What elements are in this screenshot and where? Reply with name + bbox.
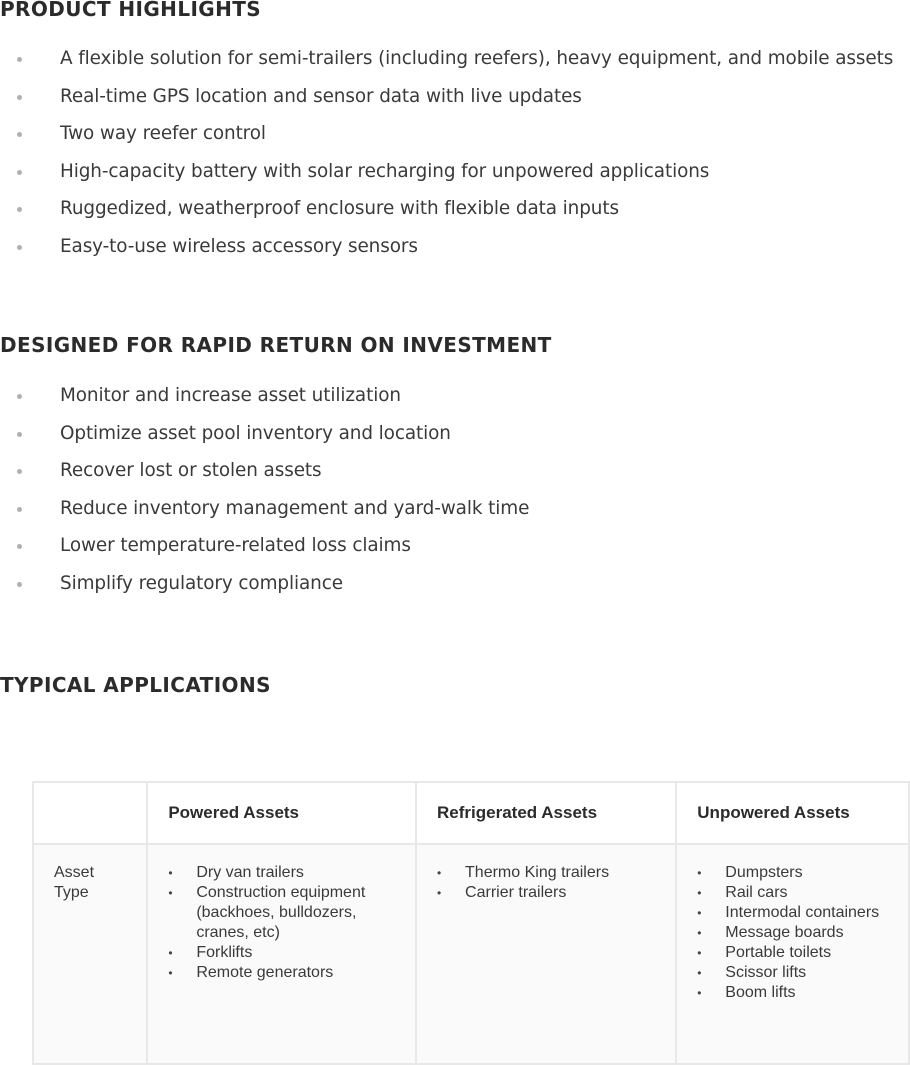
list-item — [0, 233, 910, 271]
rapid-roi-list — [0, 382, 910, 608]
row-label: Asset Type — [54, 864, 95, 901]
list-item-text: Simplify regulatory compliance — [60, 572, 343, 594]
section-heading-typical-applications: TYPICAL APPLICATIONS — [0, 673, 271, 697]
list-item — [0, 495, 910, 533]
bullet-dot-icon — [17, 245, 22, 250]
list-item-text: A flexible solution for semi-trailers (including reefers), heavy equipment, and mobile assets — [60, 48, 894, 69]
bullet-dot-icon — [17, 507, 22, 512]
list-item: • Boom lifts — [697, 983, 908, 1003]
list-item — [0, 195, 910, 233]
list-item — [0, 420, 910, 458]
bullet-dot-icon — [17, 544, 22, 549]
list-item-text: Easy-to-use wireless accessory sensors — [60, 235, 418, 257]
bullet-dot-icon — [17, 57, 22, 62]
table-header-row — [33, 782, 909, 844]
list-item-text: Monitor and increase asset utilization — [60, 385, 401, 406]
list-item-text: Lower temperature-related loss claims — [60, 535, 411, 557]
table-header-empty — [33, 782, 147, 844]
refrigerated-assets-cell — [416, 844, 676, 1064]
bullet-dot-icon — [17, 432, 22, 437]
list-item-text: Ruggedized, weatherproof enclosure with flexible data inputs — [60, 198, 619, 220]
list-item: • Message boards — [697, 923, 908, 943]
table-header-powered: Powered Assets — [147, 782, 416, 844]
list-item — [0, 158, 910, 196]
list-item — [0, 83, 910, 121]
list-item: • Scissor lifts — [697, 963, 908, 983]
list-item: • Portable toilets — [697, 943, 908, 963]
list-item-text: Two way reefer control — [60, 123, 266, 145]
table-row — [33, 844, 909, 1064]
list-item — [0, 120, 910, 158]
list-item — [0, 45, 910, 83]
product-highlights-list — [0, 45, 910, 271]
powered-assets-list — [168, 863, 415, 983]
section-heading-product-highlights: PRODUCT HIGHLIGHTS — [0, 0, 262, 21]
list-item-text: Reduce inventory management and yard-walk time — [60, 497, 530, 519]
list-item: • Dumpsters — [697, 863, 908, 883]
bullet-dot-icon — [17, 582, 22, 587]
list-item-text: Optimize asset pool inventory and location — [60, 422, 451, 444]
list-item — [0, 382, 910, 420]
list-item: • Intermodal containers — [697, 903, 908, 923]
list-item-text: Recover lost or stolen assets — [60, 460, 322, 482]
bullet-dot-icon — [17, 469, 22, 474]
powered-assets-cell — [147, 844, 416, 1064]
table-header-unpowered: Unpowered Assets — [676, 782, 909, 844]
bullet-dot-icon — [17, 132, 22, 137]
bullet-dot-icon — [17, 207, 22, 212]
unpowered-assets-list — [697, 863, 908, 1003]
applications-table — [32, 781, 910, 1065]
table-header-refrigerated: Refrigerated Assets — [416, 782, 676, 844]
list-item — [0, 457, 910, 495]
bullet-dot-icon — [17, 170, 22, 175]
list-item: • Thermo King trailers — [437, 863, 675, 883]
row-label-cell — [33, 844, 147, 1064]
list-item — [0, 570, 910, 608]
list-item: • Remote generators — [168, 963, 415, 983]
bullet-dot-icon — [17, 95, 22, 100]
list-item: • Forklifts — [168, 943, 415, 963]
bullet-dot-icon — [17, 394, 22, 399]
list-item: • Carrier trailers — [437, 883, 675, 903]
list-item: • Dry van trailers — [168, 863, 415, 883]
section-heading-rapid-roi: DESIGNED FOR RAPID RETURN ON INVESTMENT — [0, 333, 552, 357]
refrigerated-assets-list — [437, 863, 675, 903]
list-item: • Rail cars — [697, 883, 908, 903]
list-item-text: Real-time GPS location and sensor data with live updates — [60, 85, 582, 107]
list-item-text: High-capacity battery with solar recharging for unpowered applications — [60, 160, 710, 182]
list-item — [0, 532, 910, 570]
unpowered-assets-cell — [676, 844, 909, 1064]
list-item: • Construction equipment (backhoes, bulldozers, cranes, etc) — [168, 883, 386, 943]
